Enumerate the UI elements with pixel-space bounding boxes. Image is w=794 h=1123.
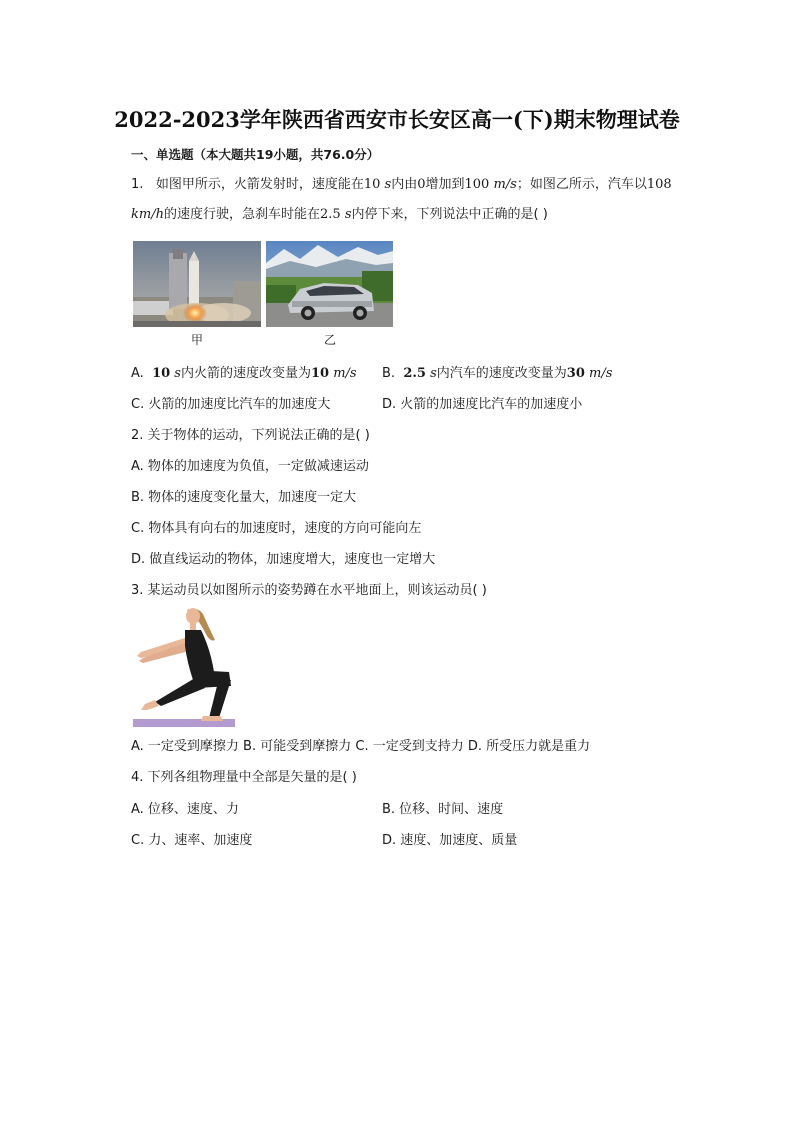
rocket-launch-image xyxy=(133,241,261,327)
option-unit: m/s xyxy=(333,366,357,381)
q1-option-b xyxy=(382,366,612,382)
q1-option-c: C. 火箭的加速度比汽车的加速度大 xyxy=(131,397,331,412)
q3-stem: 3. 某运动员以如图所示的姿势蹲在水平地面上，则该运动员( ) xyxy=(131,583,487,598)
q1-option-d: D. 火箭的加速度比汽车的加速度小 xyxy=(382,397,583,412)
car-image xyxy=(266,241,393,327)
q1-value: 108 xyxy=(646,177,672,192)
q1-option-a xyxy=(131,366,357,382)
q2-stem: 2. 关于物体的运动，下列说法正确的是( ) xyxy=(131,428,370,443)
option-value: 10 xyxy=(310,366,330,381)
option-label: A. xyxy=(131,366,144,381)
caption-yi: 乙 xyxy=(324,333,337,347)
option-label: B. xyxy=(382,366,396,381)
option-unit: s xyxy=(174,366,181,381)
q1-unit: s xyxy=(384,177,392,192)
option-text: 内火箭的速度改变量为 xyxy=(180,366,311,381)
q1-unit: s xyxy=(344,207,352,222)
q1-line-1 xyxy=(131,177,672,193)
q1-unit: km/h xyxy=(131,207,164,222)
q1-text: ；如图乙所示，汽车以 xyxy=(516,177,647,192)
q1-number: 1. xyxy=(131,177,144,192)
q1-text: 内停下来，下列说法中正确的是( ) xyxy=(351,207,548,222)
q1-text: 内由 xyxy=(391,177,418,192)
option-value: 2.5 xyxy=(403,366,426,381)
q4-option-c: C. 力、速率、加速度 xyxy=(131,833,253,848)
q4-option-b: B. 位移、时间、速度 xyxy=(382,802,504,817)
q2-option-c: C. 物体具有向右的加速度时，速度的方向可能向左 xyxy=(131,521,422,536)
q1-value: 0 xyxy=(417,177,426,192)
option-unit: s xyxy=(430,366,437,381)
section-heading: 一、单选题（本大题共19小题，共76.0分） xyxy=(131,147,380,162)
q2-option-b: B. 物体的速度变化量大，加速度一定大 xyxy=(131,490,357,505)
option-value: 10 xyxy=(152,366,171,381)
option-unit: m/s xyxy=(589,366,613,381)
q1-unit: m/s xyxy=(493,177,517,192)
q1-value: 2.5 xyxy=(319,207,341,222)
option-text: 内汽车的速度改变量为 xyxy=(436,366,567,381)
q4-option-d: D. 速度、加速度、质量 xyxy=(382,833,518,848)
q2-option-d: D. 做直线运动的物体，加速度增大，速度也一定增大 xyxy=(131,552,436,567)
q1-value: 10 xyxy=(363,177,381,192)
q3-options: A. 一定受到摩擦力 B. 可能受到摩擦力 C. 一定受到支持力 D. 所受压力就是重力 xyxy=(131,739,591,754)
exam-title: 2022-2023学年陕西省西安市长安区高一(下)期末物理试卷 xyxy=(114,107,680,132)
q1-line-2 xyxy=(131,207,548,223)
q4-stem: 4. 下列各组物理量中全部是矢量的是( ) xyxy=(131,770,357,785)
athlete-squat-image xyxy=(133,606,235,728)
q4-option-a: A. 位移、速度、力 xyxy=(131,802,239,817)
q1-text: 的速度行驶，急刹车时能在 xyxy=(163,207,320,222)
caption-jia: 甲 xyxy=(191,333,204,347)
q2-option-a: A. 物体的加速度为负值，一定做减速运动 xyxy=(131,459,369,474)
q1-text: 增加到 xyxy=(425,177,465,192)
option-value: 30 xyxy=(566,366,585,381)
q1-text: 如图甲所示，火箭发射时，速度能在 xyxy=(155,177,364,192)
q1-value: 100 xyxy=(464,177,490,192)
